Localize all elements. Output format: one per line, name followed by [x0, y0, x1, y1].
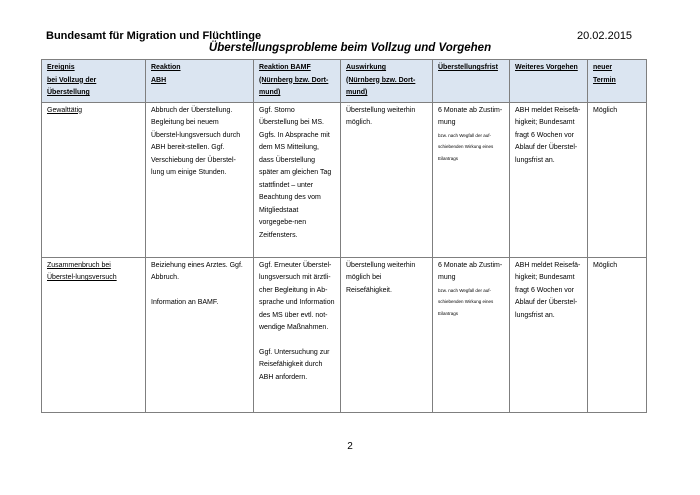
table-header-row	[42, 60, 647, 103]
column-header-new-date: neuer Termin	[588, 60, 647, 103]
document-date: 20.02.2015	[577, 30, 633, 42]
column-header-bamf: Reaktion BAMF (Nürnberg bzw. Dort- mund)	[254, 60, 341, 103]
column-header-effect: Auswirkung (Nürnberg bzw. Dort- mund)	[341, 60, 433, 103]
cell-abh: Abbruch der Überstellung. Begleitung bei neuem Überstel-lungsversuch durch ABH bereit-stellen. Ggf. Verschiebung der Überstel-lung um einige Stunden.	[146, 102, 254, 257]
column-header-event: Ereignis bei Vollzug der Überstellung	[42, 60, 146, 103]
column-header-next-steps: Weiteres Vorgehen	[510, 60, 588, 103]
cell-next-steps: ABH meldet Reisefä-higkeit; Bundesamt fragt 6 Wochen vor Ablauf der Überstel-lungsfrist an.	[510, 102, 588, 257]
organization-name: Bundesamt für Migration und Flüchtlinge	[46, 30, 262, 42]
cell-new-date: Möglich	[588, 257, 647, 412]
table-row	[42, 102, 647, 257]
cell-effect: Überstellung weiterhin möglich bei Reisefähigkeit.	[341, 257, 433, 412]
document-title: Überstellungsprobleme beim Vollzug und Vorgehen	[208, 42, 492, 54]
cell-deadline: 6 Monate ab Zustim-mung bzw. nach Wegfall der auf-schiebenden Wirkung eines Eilantrags	[433, 257, 510, 412]
cell-deadline: 6 Monate ab Zustim-mung bzw. nach Wegfall der auf-schiebenden Wirkung eines Eilantrags	[433, 102, 510, 257]
transfer-problems-table	[41, 59, 647, 413]
table-row	[42, 257, 647, 412]
column-header-abh: Reaktion ABH	[146, 60, 254, 103]
cell-abh: Beiziehung eines Arztes. Ggf. Abbruch. Information an BAMF.	[146, 257, 254, 412]
cell-next-steps: ABH meldet Reisefä-higkeit; Bundesamt fragt 6 Wochen vor Ablauf der Überstel-lungsfrist an.	[510, 257, 588, 412]
cell-effect: Überstellung weiterhin möglich.	[341, 102, 433, 257]
column-header-deadline: Überstellungsfrist	[433, 60, 510, 103]
cell-new-date: Möglich	[588, 102, 647, 257]
cell-bamf: Ggf. Erneuter Überstel-lungsversuch mit ärztli-cher Begleitung in Ab-sprache und Information des MS über evtl. not-wendige Maßnahmen. Ggf. Untersuchung zur Reisefähigkeit durch ABH anfordern.	[254, 257, 341, 412]
cell-bamf: Ggf. Storno Überstellung bei MS. Ggfs. In Absprache mit dem MS Mitteilung, dass Überstellung später am gleichen Tag stattfindet – unter Beachtung des vom Mitgliedstaat vorgegebe-nen Zeitfensters.	[254, 102, 341, 257]
cell-event: Zusammenbruch bei Überstel-lungsversuch	[42, 257, 146, 412]
cell-event: Gewalttätig	[42, 102, 146, 257]
page-number: 2	[347, 441, 353, 452]
